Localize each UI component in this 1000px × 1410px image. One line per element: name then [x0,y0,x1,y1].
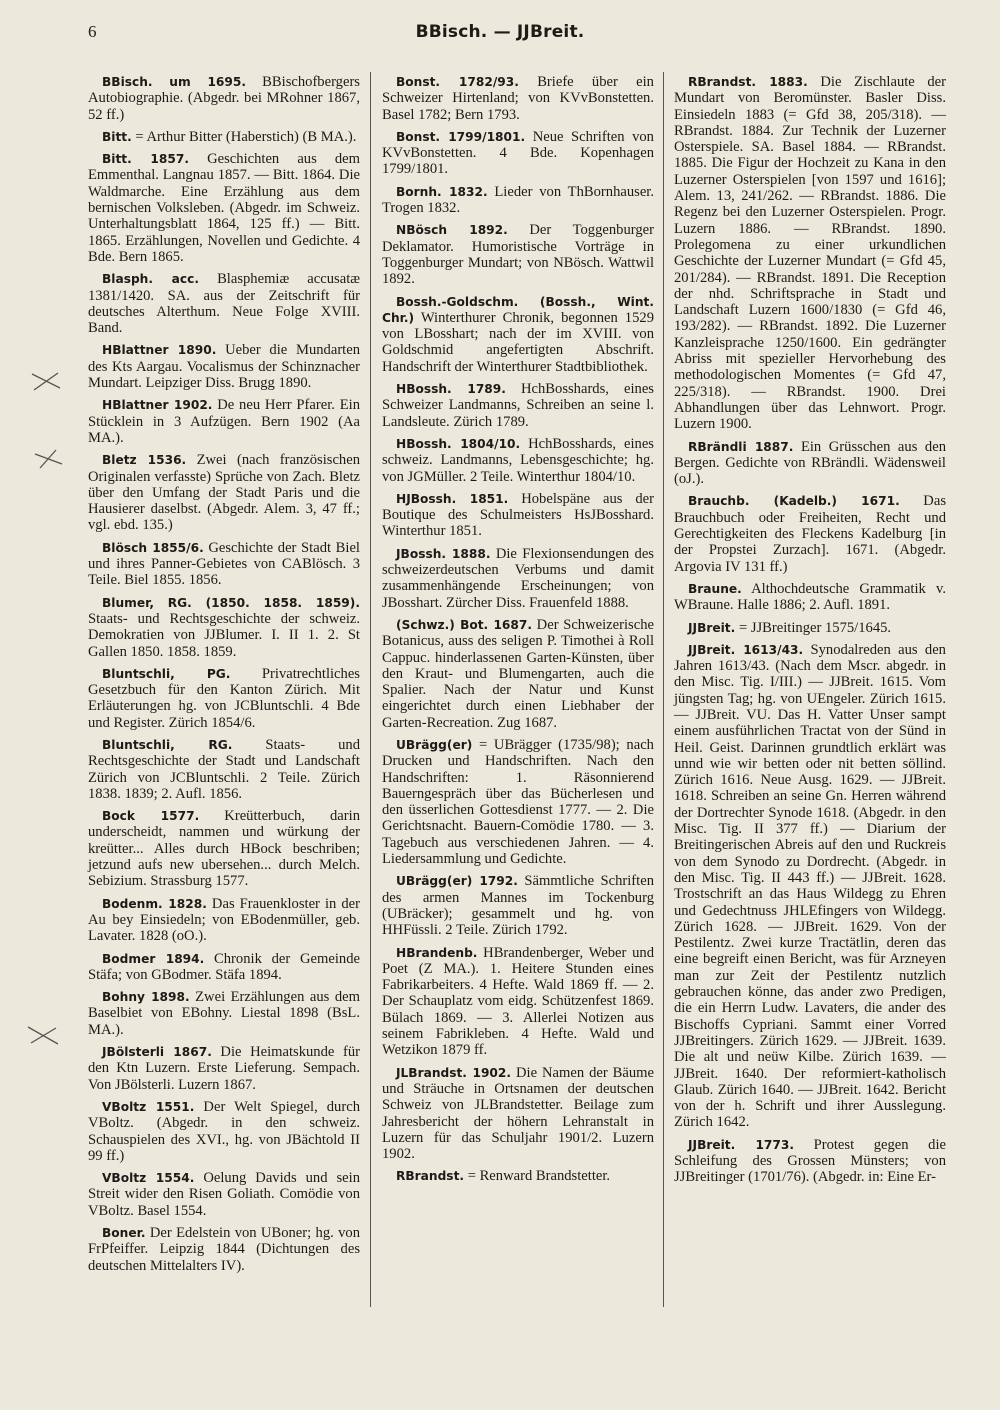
entry-siglum: HBlattner 1890. [102,343,217,358]
entry-siglum: Bornh. 1832. [396,184,488,199]
entry-text: Blasphemiæ accusatæ 1381/1420. SA. aus der Zeitschrift für deutsches Alterthum. Neue Folge XVIII. Band. [88,271,360,337]
bibliography-entry [88,1099,360,1164]
entry-text: Ein Grüsschen aus den Bergen. Gedichte von RBrändli. Wädensweil (oJ.). [674,438,946,488]
entry-siglum: Bodmer 1894. [102,951,205,966]
entry-text: = Arthur Bitter (Haberstich) (B MA.). [135,128,357,145]
bibliography-entry [674,620,946,636]
column-rule-2 [663,72,664,1307]
bibliography-entry [382,129,654,178]
entry-text: HBrandenberger, Weber und Poet (Z MA.). 1. Heitere Stunden eines Fabrikarbeiters. 4 Hefte. Wald 1869 ff. — 2. Der Schauplatz vom eidg. Schützenfest 1869. Bülach 1869. — 3. Allerlei Notizen aus seinem Fabrikleben. 4 Hefte. Wald und Wetzikon 1879 ff. [382,944,654,1059]
column-left [88,74,360,1280]
bibliography-entry [382,617,654,731]
bibliography-entry [382,873,654,938]
column-rule-1 [370,72,371,1307]
entry-siglum: Blumer, RG. (1850. 1858. 1859). [102,595,360,610]
entry-text: Chronik der Gemeinde Stäfa; von GBodmer. Stäfa 1894. [88,950,360,983]
entry-siglum: NBösch 1892. [396,223,508,238]
page-number: 6 [88,22,97,41]
bibliography-entry [674,1137,946,1186]
entry-text: HchBosshards, eines schweiz. Landmanns, Lebensgeschichte; hg. von JGMüller. 2 Teile. Winterthur 1804/10. [382,435,654,485]
entry-siglum: HBossh. 1804/10. [396,436,521,451]
entry-text: HchBosshards, eines Schweizer Landmanns, Schreiben an seine l. Landsleute. Zürich 1789. [382,381,654,430]
entry-siglum: UBrägg(er) 1792. [396,874,518,889]
bibliography-entry [88,271,360,336]
bibliography-entry [88,452,360,533]
entry-siglum: Bock 1577. [102,809,200,824]
pencil-cross-mark [30,370,64,392]
entry-text: Das Brauchbuch oder Freiheiten, Recht und Gerechtigkeiten des Fleckens Kadelburg [in der Propstei Zurzach]. 1671. (Abgedr. Argovia IV 131 ff.) [674,493,946,575]
entry-siglum: RBrandst. 1883. [688,75,808,89]
bibliography-entry [88,989,360,1038]
entry-text: Winterthurer Chronik, begonnen 1529 von LBosshart; nach der im XVIII. von Goldschmid angefertigten Abschrift. Handschrift der Winterthurer Stadtbibliothek. [382,309,654,375]
entry-siglum: RBrandst. [396,1169,465,1184]
bibliography-entry [382,491,654,540]
entry-text: Ueber die Mundarten des Kts Aargau. Vocalismus der Schinznacher Mundart. Leipziger Diss. Brugg 1890. [88,342,361,392]
entry-siglum: VBoltz 1551. [102,1099,195,1114]
entry-siglum: Bossh.-Goldschm. (Bossh., Wint. Chr.) [382,294,654,325]
bibliography-entry [88,1044,360,1093]
entry-text: Zwei (nach französischen Originalen verfasste) Sprüche von Zach. Bletz über den Umfang der Stadt Paris und die Hausierer daselbst. (Abgedr. Alem. 3, 47 ff.; vgl. ebd. 135.) [88,452,360,534]
bibliography-entry [88,951,360,984]
bibliography-entry [382,294,654,375]
bibliography-entry [674,581,946,614]
bibliography-entry [88,1170,360,1219]
entry-siglum: JJBreit. 1773. [688,1137,795,1152]
pencil-cross-mark [32,448,66,470]
bibliography-entry [88,74,360,123]
bibliography-entry [674,439,946,488]
entry-text: Die Flexionsendungen des schweizerdeutschen Verbums und damit zusammenhängende Erscheinungen; von JBosshart. Zürcher Diss. Frauenfeld 1888. [382,545,654,611]
entry-text: = JJBreitinger 1575/1645. [738,619,892,636]
entry-text: Briefe über ein Schweizer Hirtenland; von KVvBonstetten. Basel 1782; Bern 1793. [382,74,654,123]
bibliography-entry [88,342,360,391]
entry-siglum: Blösch 1855/6. [102,540,204,555]
entry-siglum: HJBossh. 1851. [396,491,509,506]
entry-text: Synodalreden aus den Jahren 1613/43. (Nach dem Mscr. abgedr. in den Misc. Tig. I/III.) — JJBreit. 1615. Vom jüngsten Tag; hg. von UEngeler. Zürich 1615. — JJBreit. VU. Das H. Vatter Unser sampt einem ausführlichen Tractat von der Sünd in Heil. Geist. Darinnen grundtlich erklärt was unnd wie wir betten oder nit betten söllind. Zürich 1616. Neue Ausg. 1629. — JJBreit. 1618. Schreiben an seine Gn. Herren während der Dortrechter Synode 1618. (Abgedr. in den Misc. Tig. II 377 ff.) — Diarium der Breitingerischen Abreis auf den und Ruckreis von dem Synodo zu Dordrecht. (Abgedr. in den Misc. Tig. II 443 ff.) — JJBreit. 1628. Trostschrift an das Haus Wildegg zu Ehren und Gedechtnuss JHLEfingers von Wildegg. Zürich 1628. — JJBreit. 1629. Von der Pestilentz. Zwei kurze Tractätlin, deren das eine begreift einen Bericht, was für Arzneyen man zur Zeit der Pestilentz nutzlich gebrauchen könne, das ander zwo Predigen, die ein Herrn Ludw. Lavaters, die ander des Bischoffs Cypriani. Sammt einer Vorred JJBreitingers. Zürich 1629. — JJBreit. 1639. Die alt und neüw Kilbe. Zürich 1639. — JJBreit. 1640. Der reformiert-katholisch Glaub. Zürich 1640. — JJBreit. 1642. Bericht von der h. Schrift und ihrer Ausslegung. Zürich 1642. [674,641,946,1131]
entry-text: Die Heimatskunde für den Ktn Luzern. Erste Lieferung. Sempach. Von JBölsterli. Luzern 1867. [88,1044,360,1093]
bibliography-entry [88,666,360,731]
running-head: BBisch. — JJBreit. [415,22,585,42]
bibliography-entry [88,1225,360,1274]
bibliography-entry [382,737,654,867]
entry-siglum: JLBrandst. 1902. [396,1065,512,1080]
entry-text: = UBrägger (1735/98); nach Drucken und Handschriften. Nach den Handschriften: 1. Räsonnierend Bauerngespräch über das Bücherlesen und den üsserlichen Gottesdienst 1777. — 2. Die Gerichtsnacht. Bauern-Comödie 1780. — 3. Tagebuch aus verschiedenen Jahren. — 4. Liedersammlung und Gedichte. [382,736,654,868]
entry-siglum: JJBreit. [688,620,736,635]
entry-siglum: Bodenm. 1828. [102,896,207,911]
bibliography-entry [382,74,654,123]
bibliography-entry [88,151,360,265]
column-right [674,74,946,1192]
entry-siglum: Bonst. 1799/1801. [396,129,526,144]
bibliography-entry [88,129,360,145]
bibliography-entry [674,493,946,574]
bibliography-entry [88,808,360,889]
entry-text: Staats- und Rechtsgeschichte der schweiz. Demokratien von JJBlumer. I. II 1. 2. St Gallen 1850. 1858. 1859. [88,610,360,660]
entry-siglum: HBlattner 1902. [102,398,213,413]
entry-text: Geschichte der Stadt Biel und ihres Panner-Gebietes von CABlösch. 3 Teile. Biel 1855. 1856. [88,539,360,589]
entry-siglum: HBrandenb. [396,945,478,960]
entry-text: Die Namen der Bäume und Sträuche in Ortsnamen der deutschen Schweiz von JLBrandstetter. Beilage zum Jahresbericht der höhern Lehranstalt in Luzern für das Schuljahr 1901/2. Luzern 1902. [382,1064,654,1163]
entry-siglum: BBisch. um 1695. [102,75,246,89]
entry-siglum: Brauchb. (Kadelb.) 1671. [688,494,900,509]
bibliography-entry [88,397,360,446]
entry-text: Neue Schriften von KVvBonstetten. 4 Bde. Kopenhagen 1799/1801. [382,128,654,178]
bibliography-entry [382,945,654,1059]
bibliography-entry [382,1065,654,1163]
entry-text: Die Zischlaute der Mundart von Beromünster. Basler Diss. Einsiedeln 1883 (= Gfd 38, 205/318). — RBrandst. 1884. Zur Technik der Luzerner Osterspiele. SA. Basel 1884. — RBrandst. 1885. Die Figur der Hochzeit zu Kana in den Luzerner Osterspielen [von 1597 und 1616]; Alem. 13, 241/262. — RBrandst. 1886. Die Regenz bei den Luzerner Osterspielen. Progr. Luzern 1886. — RBrandst. 1890. Prolegomena zu einer urkundlichen Geschichte der Luzerner Mundart (= Gfd 45, 201/284). — RBrandst. 1891. Die Reception der nhd. Schriftsprache in Stadt und Landschaft Luzern 1600/1830 (= Gfd 46, 193/282). — RBrandst. 1892. Die Luzerner Kanzleisprache 1250/1600. Ein gedrängter Abriss mit spezieller Hervorhebung des methodologischen Momentes (= Gfd 47, 225/318). — RBrandst. 1900. Drei Abhandlungen über das Lehnwort. Progr. Luzern 1900. [674,74,946,433]
entry-text: Der Schweizerische Botanicus, auss des seligen P. Timothei à Roll Cappuc. hinderlassenen Garten-Künsten, über den Kraut- und Blumengarten, auch die Spalier. Nach der Natur und Kunst eingerichtet durch einen Liebhaber der Garten-Recreation. Zug 1687. [382,616,654,731]
entry-text: Althochdeutsche Grammatik v. WBraune. Halle 1886; 2. Aufl. 1891. [674,580,946,614]
bibliography-entry [88,737,360,802]
entry-text: Lieder von ThBornhauser. Trogen 1832. [382,183,654,217]
column-middle [382,74,654,1191]
entry-text: Zwei Erzählungen aus dem Baselbiet von EBohny. Liestal 1898 (BsL. MA.). [88,989,360,1038]
entry-siglum: RBrändli 1887. [688,439,794,454]
bibliography-entry [382,436,654,485]
entry-siglum: Bletz 1536. [102,453,187,468]
entry-siglum: HBossh. 1789. [396,382,506,397]
entry-siglum: JBossh. 1888. [396,546,491,561]
pencil-cross-mark [26,1024,60,1046]
entry-siglum: Bluntschli, RG. [102,737,233,752]
entry-text: Staats- und Rechtsgeschichte der Stadt und Landschaft Zürich von JCBluntschli. 2 Teile. Zürich 1838. 1839; 2. Aufl. 1856. [88,736,360,802]
entry-text: = Renward Brandstetter. [467,1168,611,1185]
entry-siglum: Braune. [688,581,742,596]
bibliography-entry [382,546,654,611]
entry-text: Der Edelstein von UBoner; hg. von FrPfeiffer. Leipzig 1844 (Dichtungen des deutschen Mittelalters IV). [88,1225,360,1274]
entry-siglum: Bonst. 1782/93. [396,75,519,89]
entry-siglum: Bohny 1898. [102,990,190,1005]
bibliography-entry [88,540,360,589]
entry-text: Hobelspäne aus der Boutique des Schulmeisters HsJBosshard. Winterthur 1851. [382,490,655,540]
bibliography-entry [382,184,654,217]
entry-text: De neu Herr Pfarer. Ein Stücklein in 3 Aufzügen. Bern 1902 (Aa MA.). [88,397,360,446]
entry-text: Protest gegen die Schleifung des Grossen Münsters; von JJBreitinger (1701/76). (Abgedr. in: Eine Er- [674,1136,947,1186]
entry-siglum: VBoltz 1554. [102,1171,195,1186]
entry-siglum: JJBreit. 1613/43. [688,642,804,657]
bibliography-entry [674,74,946,433]
bibliography-entry [382,1168,654,1184]
entry-siglum: Bitt. [102,129,132,144]
bibliography-entry [88,595,360,660]
entry-siglum: Bitt. 1857. [102,152,189,167]
entry-text: Privatrechtliches Gesetzbuch für den Kanton Zürich. Mit Erläuterungen hg. von JCBluntschli. 4 Bde und Register. Zürich 1854/6. [88,665,360,731]
entry-text: Oelung Davids und sein Streit wider den Risen Goliath. Comödie von VBoltz. Basel 1554. [88,1170,360,1219]
entry-text: Das Frauenkloster in der Au bey Einsiedeln; von EBodenmüller, geb. Lavater. 1828 (oO.). [88,895,361,945]
entry-text: Geschichten aus dem Emmenthal. Langnau 1857. — Bitt. 1864. Die Waldmarche. Eine Erzählung aus dem bernischen Volksleben. (Abgedr. im Schweiz. Unterhaltungsblatt 1864, 125 ff.) — Bitt. 1865. Erzählungen, Novellen und Gedichte. 4 Bde. Bern 1865. [88,151,360,265]
entry-text: Sämmtliche Schriften des armen Mannes im Tockenburg (UBräcker); gesammelt und hg. von HHFüssli. 2 Teile. Zürich 1792. [382,873,655,939]
entry-text: Der Welt Spiegel, durch VBoltz. (Abgedr. in den schweiz. Schauspielen des XVI., hg. von JBächtold II 99 ff.) [88,1098,360,1164]
entry-siglum: Bluntschli, PG. [102,666,231,681]
entry-text: Der Toggenburger Deklamator. Humoristische Vorträge in Toggenburger Mundart; von NBösch. Wattwil 1892. [382,222,654,288]
entry-text: Kreütterbuch, darin underscheidt, nammen und würkung der kreütter... Alles durch HBock beschriben; jetzund aufs new ubersehen... durch Melch. Sebizium. Strassburg 1577. [88,808,360,890]
entry-siglum: Blasph. acc. [102,272,199,287]
bibliography-entry [88,896,360,945]
entry-siglum: (Schwz.) Bot. 1687. [396,617,532,632]
entry-siglum: UBrägg(er) [396,737,473,752]
entry-text: BBischofbergers Autobiographie. (Abgedr. bei MRohner 1867, 52 ff.) [88,74,360,123]
entry-siglum: Boner. [102,1226,146,1240]
bibliography-entry [674,642,946,1131]
bibliography-entry [382,222,654,287]
entry-siglum: JBölsterli 1867. [102,1045,212,1060]
bibliography-entry [382,381,654,430]
